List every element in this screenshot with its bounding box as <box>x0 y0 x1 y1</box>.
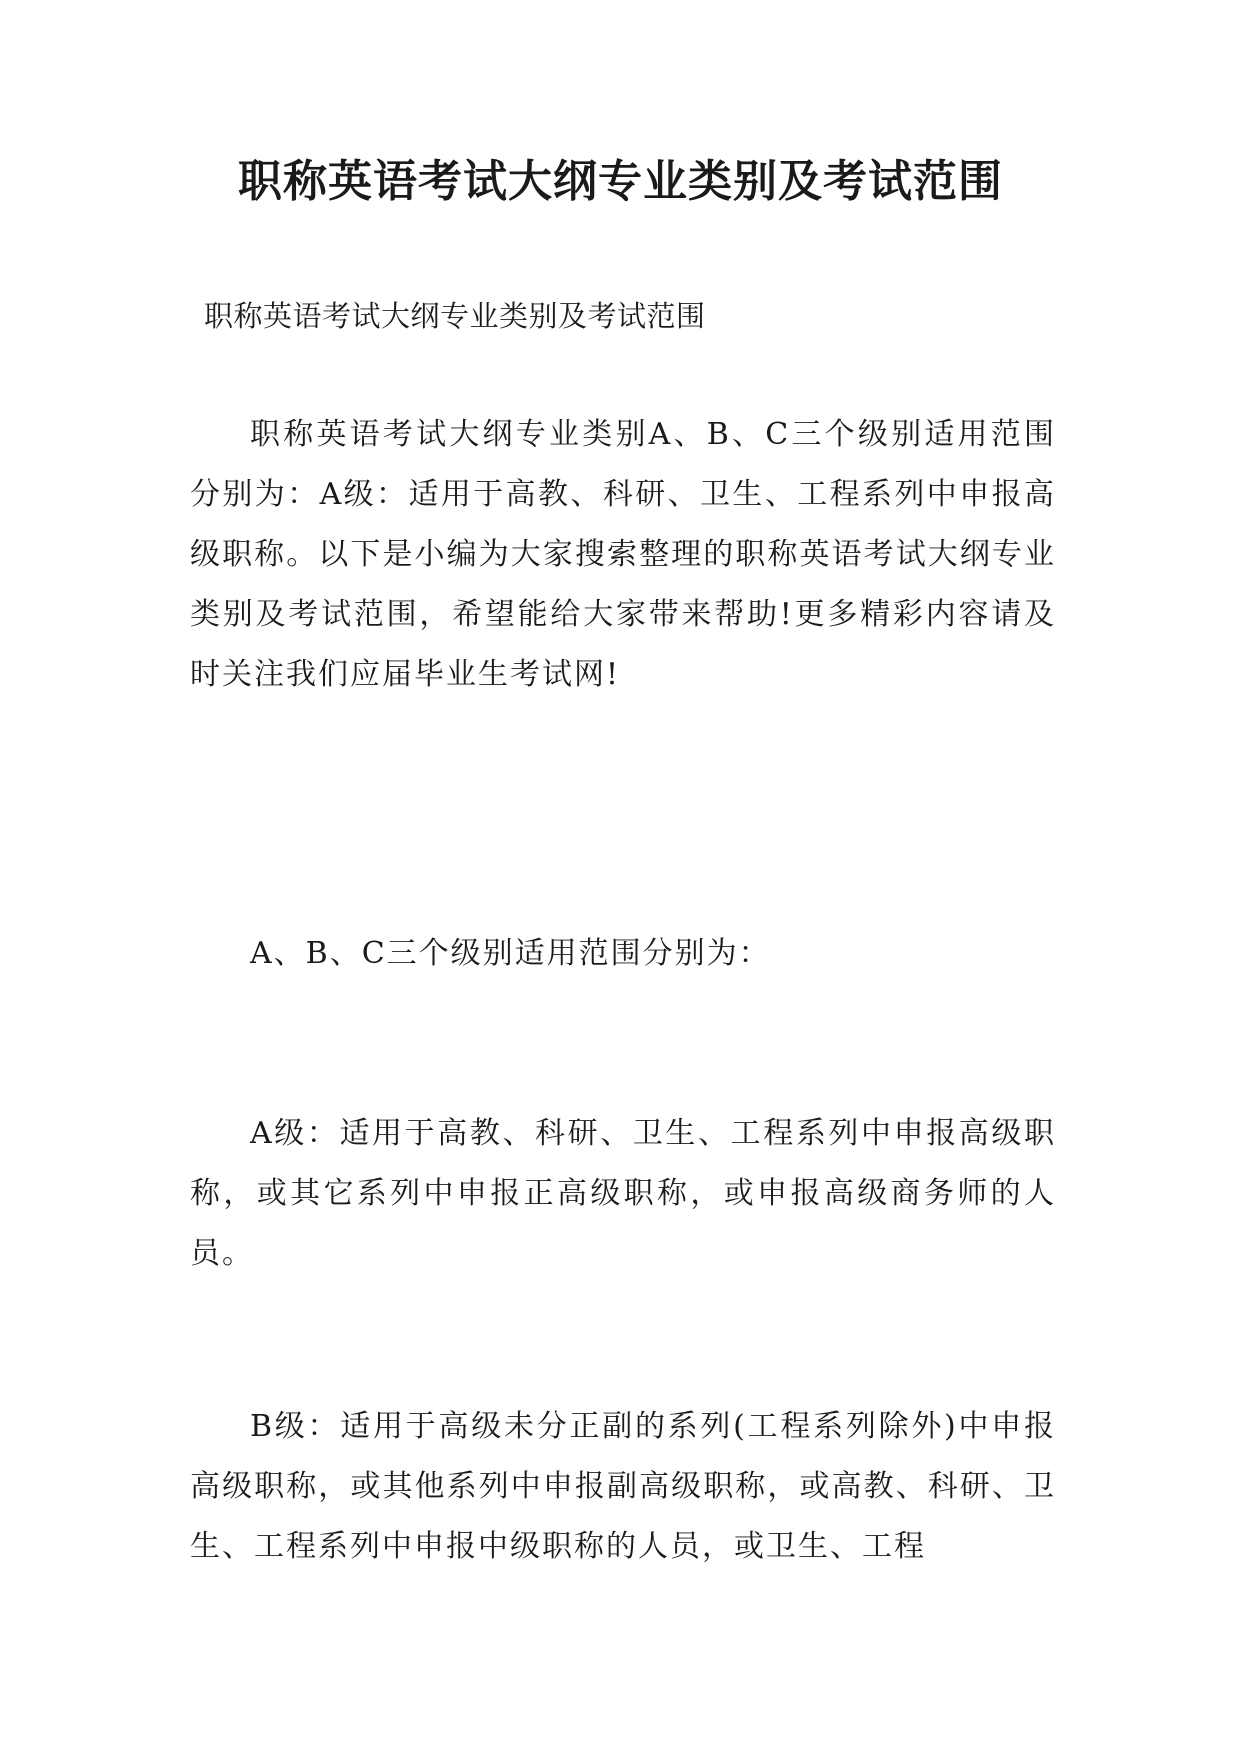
intro-paragraph: 职称英语考试大纲专业类别A、B、C三个级别适用范围分别为：A级：适用于高教、科研、卫生、工程系列中申报高级职称。以下是小编为大家搜索整理的职称英语考试大纲专业类别及考试范围，希望能给大家带来帮助!更多精彩内容请及时关注我们应届毕业生考试网! <box>190 417 1056 692</box>
document-subtitle: 职称英语考试大纲专业类别及考试范围 <box>204 299 706 333</box>
level-a-paragraph: A级：适用于高教、科研、卫生、工程系列中申报高级职称，或其它系列中申报正高级职称，或申报高级商务师的人员。 <box>190 1116 1056 1271</box>
level-b-paragraph: B级：适用于高级未分正副的系列(工程系列除外)中申报高级职称，或其他系列中申报副高级职称，或高教、科研、卫生、工程系列中申报中级职称的人员，或卫生、工程 <box>190 1409 1056 1564</box>
levels-heading-paragraph: A、B、C三个级别适用范围分别为： <box>250 936 771 971</box>
document-title: 职称英语考试大纲专业类别及考试范围 <box>238 156 1003 207</box>
